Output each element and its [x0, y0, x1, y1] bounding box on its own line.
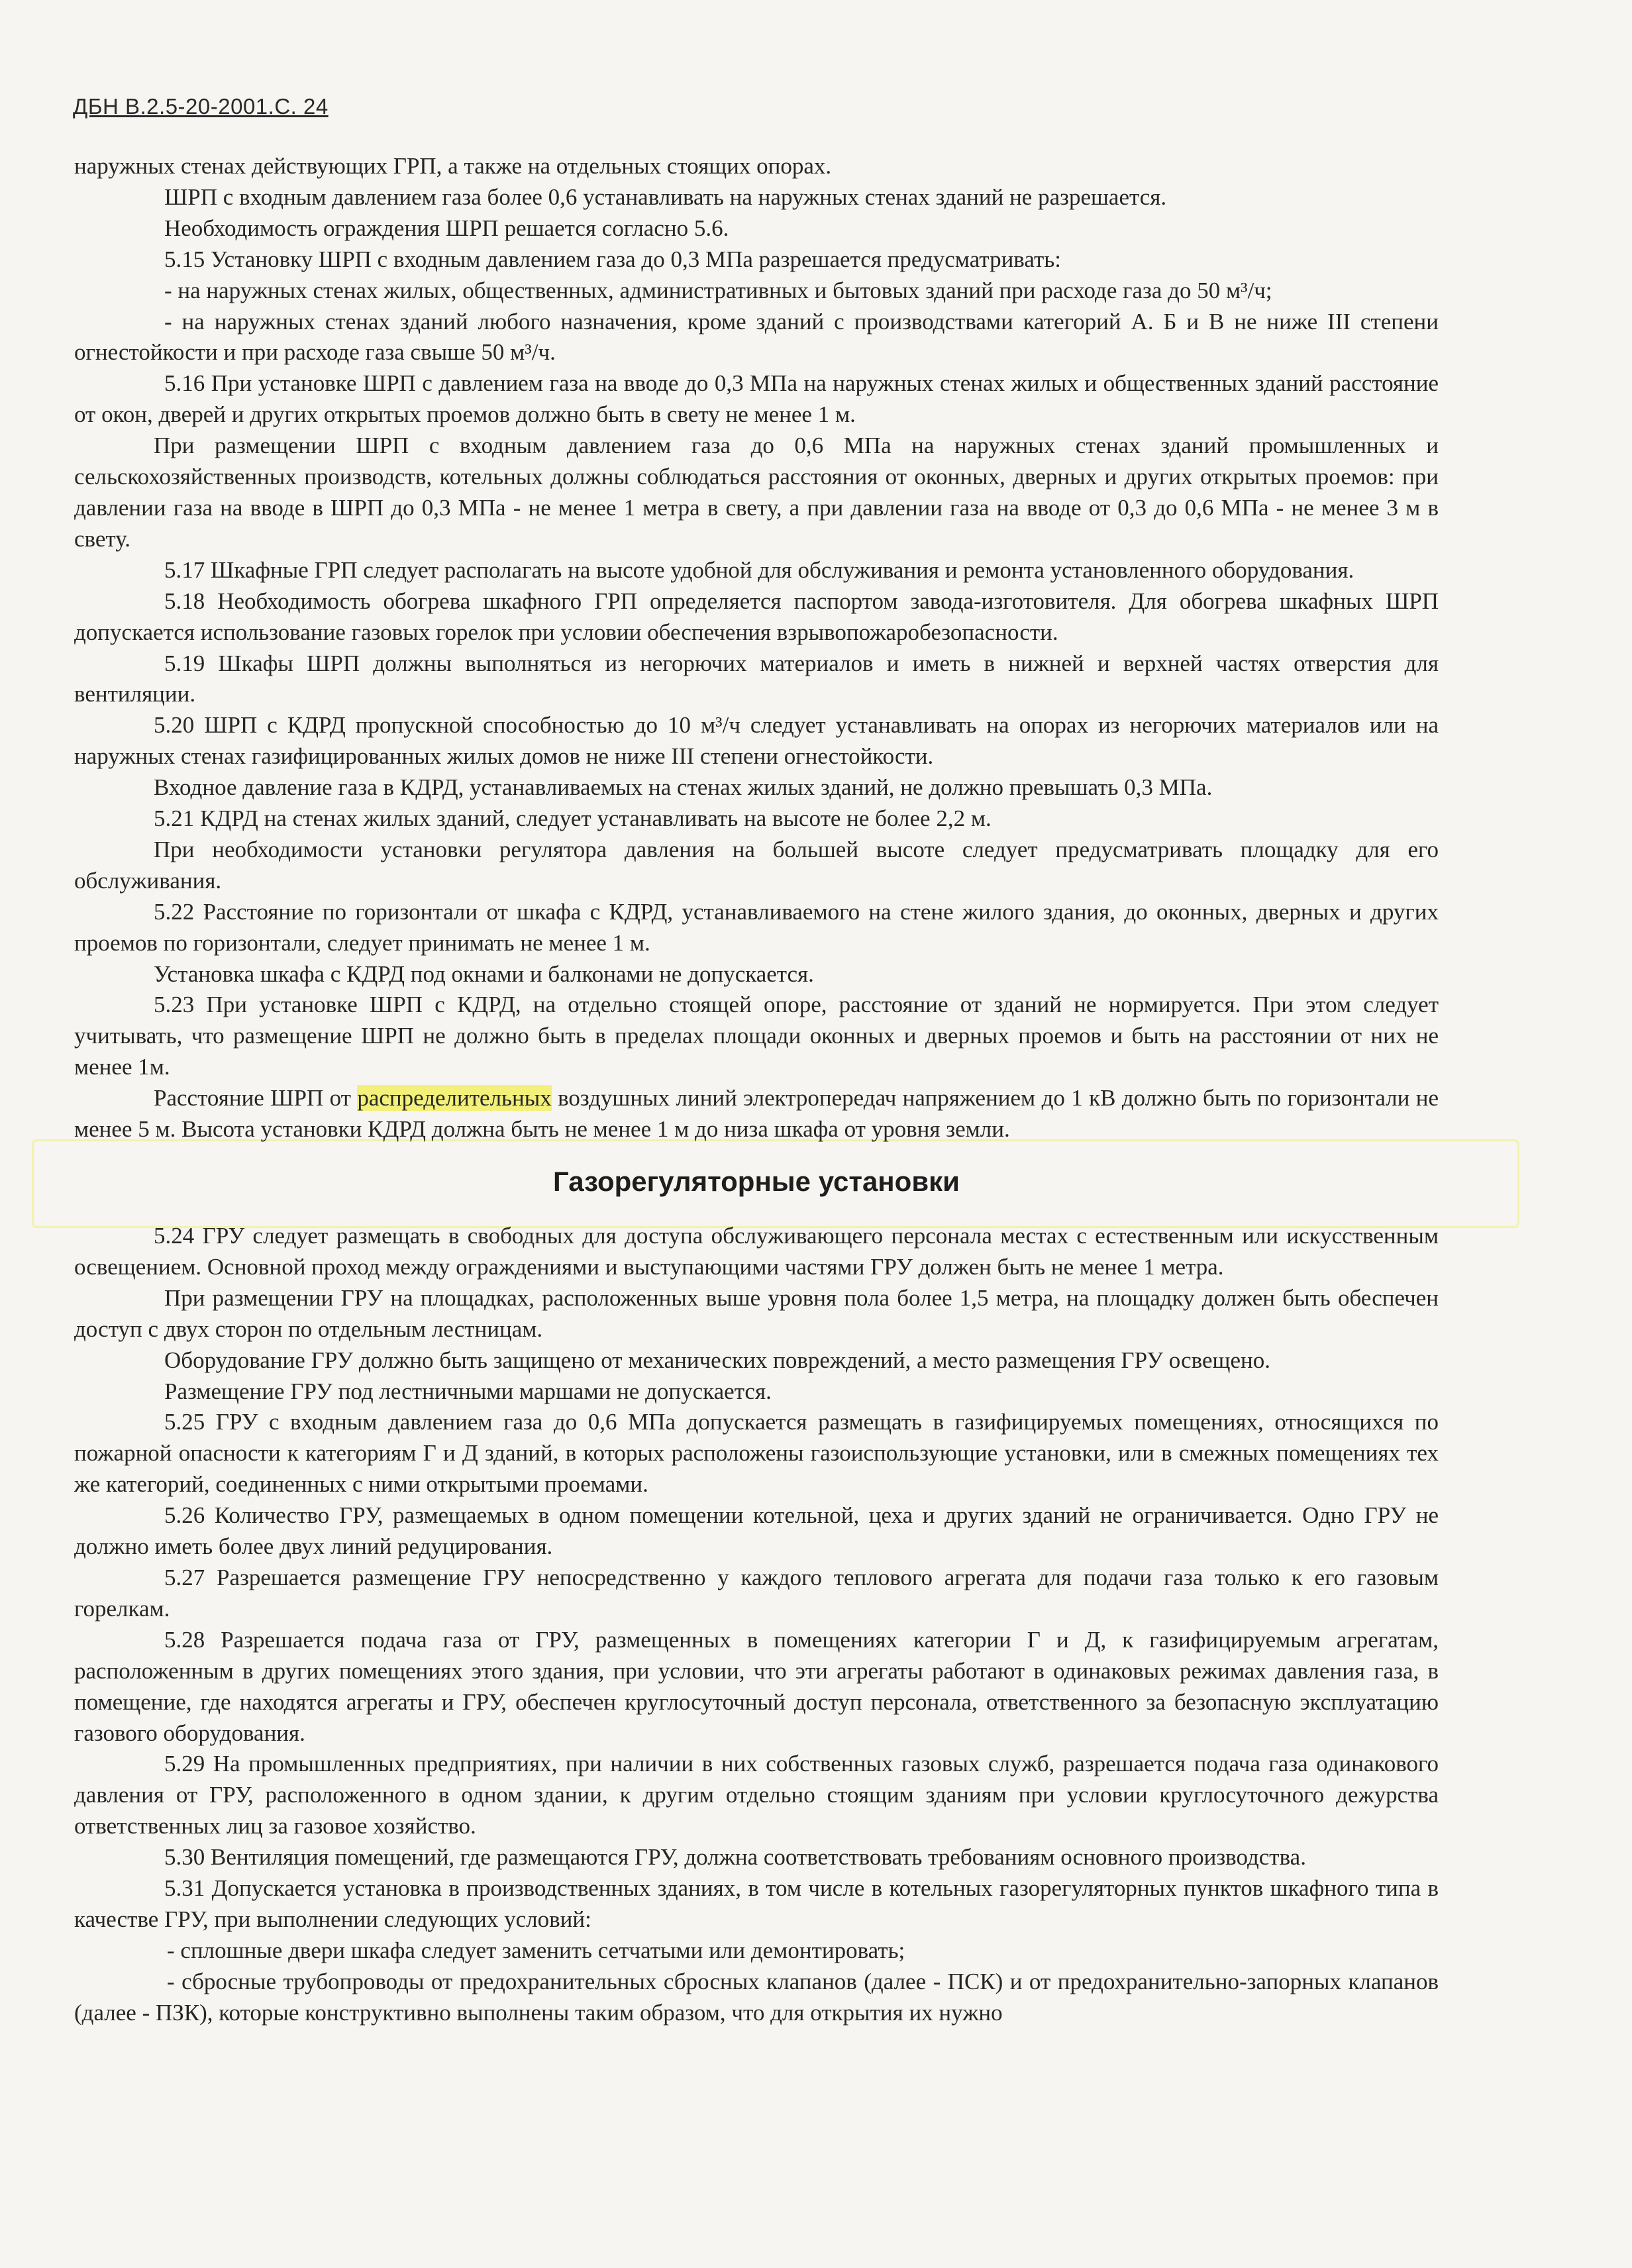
paragraph: - на наружных стенах зданий любого назначения, кроме зданий с производствами категорий А. Б и В не ниже III степени огнестойкости и при расходе газа свыше 50 м³/ч. — [74, 308, 1439, 366]
paragraph: 5.20 ШРП с КДРД пропускной способностью до 10 м³/ч следует устанавливать на опорах из негорючих материалов или на наружных стенах газифицированных жилых домов не ниже III степени огнестойкости. — [74, 712, 1439, 770]
paragraph: ШРП с входным давлением газа более 0,6 устанавливать на наружных стенах зданий не разрешается. — [164, 183, 1167, 210]
paragraph: 5.25 ГРУ с входным давлением газа до 0,6 МПа допускается размещать в газифицируемых помещениях, относящихся по пожарной опасности к категориям Г и Д зданий, в которых расположены газоиспользующие установки, или в смежных помещениях тех же категорий, соединенных с ними открытыми проемами. — [74, 1409, 1439, 1498]
paragraph: 5.24 ГРУ следует размещать в свободных для доступа обслуживающего персонала местах с естественным или искусственным освещением. Основной проход между ограждениями и выступающими частями ГРУ должен быть не менее 1 метра. — [74, 1223, 1439, 1280]
paragraph: 5.23 При установке ШРП с КДРД, на отдельно стоящей опоре, расстояние от зданий не нормируется. При этом следует учитывать, что размещение ШРП не должно быть в пределах площади оконных и дверных проемов и быть на расстоянии от них не менее 1м. — [74, 992, 1439, 1080]
paragraph: При размещении ШРП с входным давлением газа до 0,6 МПа на наружных стенах зданий промышленных и сельскохозяйственных производств, котельных должны соблюдаться расстояния от оконных, дверных и других открытых проемов: при давлении газа на вводе в ШРП до 0,3 МПа - не менее 1 метра в свету, а при давлении газа на вводе от 0,3 до 0,6 МПа - не менее 3 м в свету. — [74, 433, 1439, 552]
highlighted-paragraph — [74, 1083, 1439, 1145]
paragraph: 5.30 Вентиляция помещений, где размещаются ГРУ, должна соответствовать требованиям основного производства. — [164, 1844, 1306, 1871]
paragraph: 5.21 КДРД на стенах жилых зданий, следует устанавливать на высоте не более 2,2 м. — [154, 805, 992, 832]
paragraph: 5.19 Шкафы ШРП должны выполняться из негорючих материалов и иметь в нижней и верхней частях отверстия для вентиляции. — [74, 650, 1439, 707]
page-header: ДБН В.2.5-20-2001.С. 24 — [73, 94, 329, 119]
paragraph: 5.16 При установке ШРП с давлением газа на вводе до 0,3 МПа на наружных стенах жилых и общественных зданий расстояние от окон, дверей и других открытых проемов должно быть в свету не менее 1 м. — [74, 370, 1439, 428]
paragraph: - на наружных стенах жилых, общественных, административных и бытовых зданий при расходе газа до 50 м³/ч; — [164, 277, 1272, 303]
text-run: воздушных линий электропередач напряжением до 1 кВ должно быть по горизонтали не менее 5 м. Высота установки КДРД должна быть не менее 1 м до низа шкафа от уровня земли. — [74, 1085, 1439, 1143]
paragraph: Оборудование ГРУ должно быть защищено от механических повреждений, а место размещения ГРУ освещено. — [164, 1347, 1271, 1373]
paragraph: 5.18 Необходимость обогрева шкафного ГРП определяется паспортом завода-изготовителя. Для обогрева шкафных ШРП допускается использование газовых горелок при условии обеспечения взрывопожаробезопасности. — [74, 588, 1439, 645]
paragraph: 5.27 Разрешается размещение ГРУ непосредственно у каждого теплового агрегата для подачи газа только к его газовым горелкам. — [74, 1564, 1439, 1622]
list-item: - сплошные двери шкафа следует заменить сетчатыми или демонтировать; — [167, 1937, 905, 1963]
paragraph: 5.22 Расстояние по горизонтали от шкафа с КДРД, устанавливаемого на стене жилого здания, до оконных, дверных и других проемов по горизонтали, следует принимать не менее 1 м. — [74, 898, 1439, 956]
paragraph: 5.26 Количество ГРУ, размещаемых в одном помещении котельной, цеха и других зданий не ограничивается. Одно ГРУ не должно иметь более двух линий редуцирования. — [74, 1502, 1439, 1560]
paragraph: Размещение ГРУ под лестничными маршами не допускается. — [164, 1378, 772, 1404]
paragraph: 5.31 Допускается установка в производственных зданиях, в том числе в котельных газорегуляторных пунктов шкафного типа в качестве ГРУ, при выполнении следующих условий: — [74, 1875, 1439, 1932]
paragraph: 5.28 Разрешается подача газа от ГРУ, размещенных в помещениях категории Г и Д, к газифицируемым агрегатам, расположенным в других помещениях этого здания, при условии, что эти агрегаты работают в одинаковых режимах давления газа, в помещение, где находятся агрегаты и ГРУ, обеспечен круглосуточный доступ персонала, ответственного за безопасную эксплуатацию газового оборудования. — [74, 1626, 1439, 1746]
paragraph: При размещении ГРУ на площадках, расположенных выше уровня пола более 1,5 метра, на площадку должен быть обеспечен доступ с двух сторон по отдельным лестницам. — [74, 1284, 1439, 1342]
text-run: Расстояние ШРП от — [154, 1085, 358, 1111]
paragraph: Установка шкафа с КДРД под окнами и балконами не допускается. — [154, 960, 814, 987]
paragraph: При необходимости установки регулятора давления на большей высоте следует предусматривать площадку для его обслуживания. — [74, 836, 1439, 894]
paragraph: Входное давление газа в КДРД, устанавливаемых на стенах жилых зданий, не должно превышать 0,3 МПа. — [154, 774, 1213, 801]
section-title: Газорегуляторные установки — [553, 1166, 960, 1197]
list-item: - сбросные трубопроводы от предохранительных сбросных клапанов (далее - ПСК) и от предохранительно-запорных клапанов (далее - ПЗК), которые конструктивно выполнены таким образом, что для открытия их нужно — [74, 1968, 1439, 2026]
paragraph: 5.17 Шкафные ГРП следует располагать на высоте удобной для обслуживания и ремонта установленного оборудования. — [164, 556, 1354, 583]
paragraph: наружных стенах действующих ГРП, а также на отдельных стоящих опорах. — [74, 153, 832, 179]
paragraph: Необходимость ограждения ШРП решается согласно 5.6. — [164, 215, 729, 241]
paragraph: 5.29 На промышленных предприятиях, при наличии в них собственных газовых служб, разрешается подача газа одинакового давления от ГРУ, расположенного в одном здании, к другим отдельно стоящим зданиям при условии круглосуточного дежурства ответственных лиц за газовое хозяйство. — [74, 1751, 1439, 1839]
document-body — [74, 151, 1439, 2029]
highlighted-text: распределительных — [357, 1085, 552, 1111]
paragraph: 5.15 Установку ШРП с входным давлением газа до 0,3 МПа разрешается предусматривать: — [164, 246, 1061, 272]
